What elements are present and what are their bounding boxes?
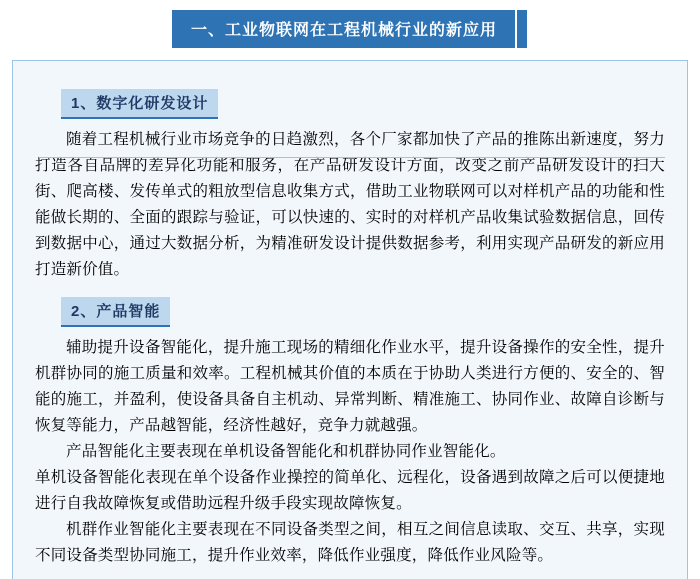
main-heading-text: 一、工业物联网在工程机械行业的新应用 — [181, 10, 515, 48]
banner-region — [0, 0, 700, 52]
section-2-paragraph-4: 机群作业智能化主要表现在不同设备类型之间，相互之间信息读取、交互、共享，实现不同设备类型协同施工，提升作业效率，降低作业强度，降低作业风险等。 — [35, 521, 665, 564]
content-card — [12, 60, 688, 579]
section-2-paragraph-2: 产品智能化主要表现在单机设备智能化和机群协同作业智能化。 — [66, 443, 506, 460]
section-1-paragraph-1: 随着工程机械行业市场竞争的日趋激烈，各个厂家都加快了产品的推陈出新速度，努力打造各自品牌的差异化功能和服务，在产品研发设计方面，改变之前产品研发设计的扫大街、爬高楼、发传单式的粗放型信息收集方式，借助工业物联网可以对样机产品的功能和性能做长期的、全面的跟踪与验证，可以快速的、实时的对样机产品收集试验数据信息，回传到数据中心，通过大数据分析，为精准研发设计提供数据参考，利用实现产品研发的新应用打造新价值。 — [35, 131, 665, 278]
heading-rule — [39, 157, 665, 158]
banner-right-bar — [517, 10, 527, 48]
section-2-paragraph-1: 辅助提升设备智能化，提升施工现场的精细化作业水平，提升设备操作的安全性，提升机群协同的施工质量和效率。工程机械其价值的本质在于协助人类进行方便的、安全的、智能的施工，并盈利，使设备具备自主机动、异常判断、精准施工、协同作业、故障自诊断与恢复等能力，产品越智能，经济性越好，竞争力就越强。 — [35, 339, 665, 434]
section-2 — [35, 297, 665, 569]
section-2-heading: 2、产品智能 — [61, 297, 170, 327]
main-heading-banner — [172, 10, 527, 48]
section-1-heading: 1、数字化研发设计 — [61, 89, 218, 119]
section-1 — [35, 83, 665, 283]
section-2-paragraph-3: 单机设备智能化表现在单个设备作业操控的简单化、远程化，设备遇到故障之后可以便捷地进行自我故障恢复或借助远程升级手段实现故障恢复。 — [35, 469, 665, 512]
banner-left-bar — [172, 10, 181, 48]
